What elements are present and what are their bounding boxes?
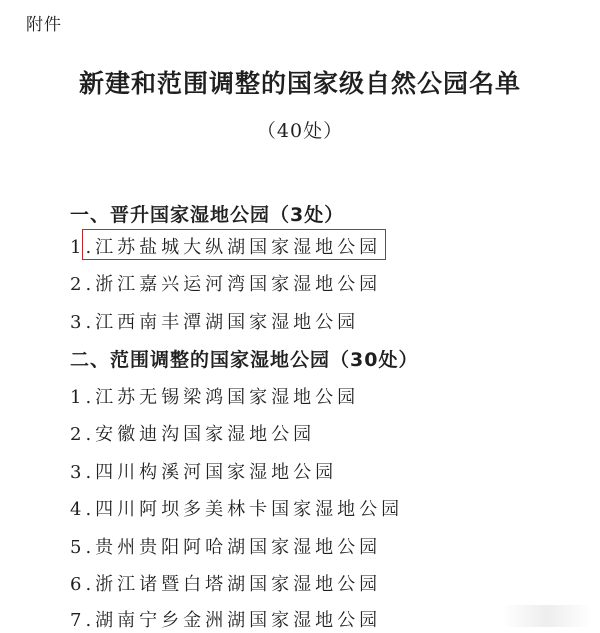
list-item: 6.浙江诸暨白塔湖国家湿地公园	[70, 574, 382, 595]
list-item: 1.江苏无锡梁鸿国家湿地公园	[70, 387, 360, 408]
list-item: 7.湖南宁乡金洲湖国家湿地公园	[70, 610, 382, 631]
list-item: 3.四川构溪河国家湿地公园	[70, 462, 338, 483]
section-heading-adjusted: 二、范围调整的国家湿地公园（30处）	[70, 349, 419, 371]
section-heading-promoted: 一、晋升国家湿地公园（3处）	[70, 204, 345, 226]
document-title: 新建和范围调整的国家级自然公园名单	[78, 69, 521, 98]
list-item: 2.浙江嘉兴运河湾国家湿地公园	[70, 274, 382, 295]
list-item: 1.江苏盐城大纵湖国家湿地公园	[70, 237, 382, 258]
watermark	[502, 605, 592, 627]
document-subtitle: （40处）	[256, 120, 344, 142]
list-item: 2.安徽迪沟国家湿地公园	[70, 424, 316, 445]
list-item: 3.江西南丰潭湖国家湿地公园	[70, 312, 360, 333]
list-item: 5.贵州贵阳阿哈湖国家湿地公园	[70, 537, 382, 558]
list-item: 4.四川阿坝多美林卡国家湿地公园	[70, 499, 404, 520]
attachment-label: 附件	[26, 15, 62, 35]
